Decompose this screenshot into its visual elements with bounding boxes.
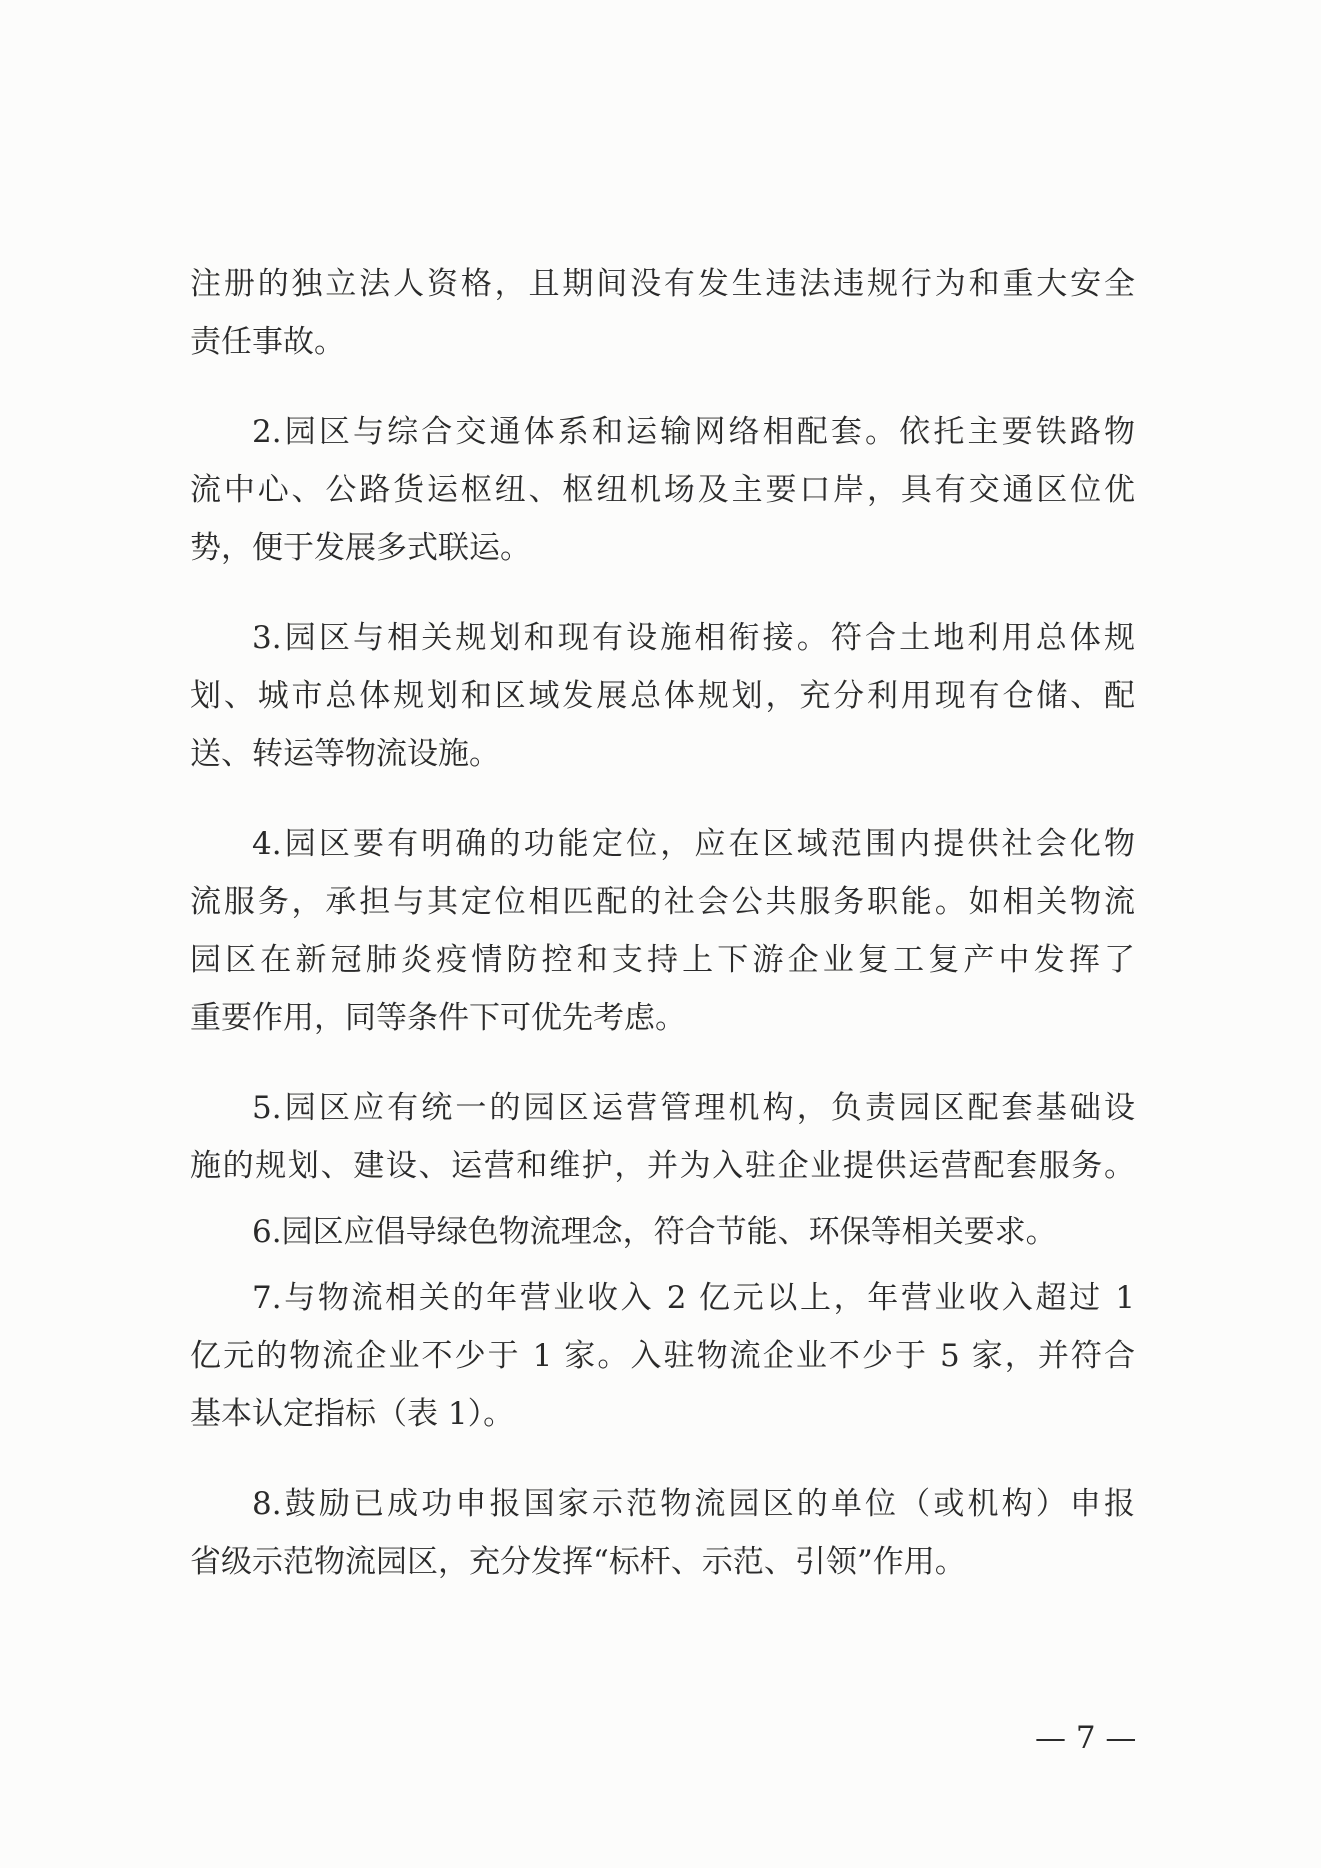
text-line: 7.与物流相关的年营业收入 2 亿元以上，年营业收入超过 1 (252, 1280, 1135, 1316)
text-line: 流服务，承担与其定位相匹配的社会公共服务职能。如相关物流 (190, 884, 1135, 920)
text-line: 4.园区要有明确的功能定位，应在区域范围内提供社会化物 (252, 826, 1135, 862)
paragraph (190, 815, 1135, 1047)
text-line: 势，便于发展多式联运。 (190, 530, 531, 566)
text-line: 重要作用，同等条件下可优先考虑。 (190, 1000, 686, 1036)
page-number: — 7 — (1035, 1720, 1137, 1756)
text-line: 责任事故。 (190, 324, 345, 360)
text-line: 基本认定指标（表 1）。 (190, 1396, 515, 1432)
text-line: 园区在新冠肺炎疫情防控和支持上下游企业复工复产中发挥了 (190, 942, 1135, 978)
text-line: 2.园区与综合交通体系和运输网络相配套。依托主要铁路物 (252, 414, 1135, 450)
text-line: 流中心、公路货运枢纽、枢纽机场及主要口岸，具有交通区位优 (190, 472, 1135, 508)
text-line: 省级示范物流园区，充分发挥“标杆、示范、引领”作用。 (190, 1544, 966, 1580)
paragraph (190, 255, 1135, 371)
paragraph (190, 1475, 1135, 1591)
text-line: 8.鼓励已成功申报国家示范物流园区的单位（或机构）申报 (252, 1486, 1135, 1522)
paragraph (190, 1269, 1135, 1443)
paragraph (190, 1203, 1135, 1261)
paragraph (190, 1079, 1135, 1195)
text-line: 送、转运等物流设施。 (190, 736, 500, 772)
text-line: 5.园区应有统一的园区运营管理机构，负责园区配套基础设 (252, 1090, 1135, 1126)
text-line: 划、城市总体规划和区域发展总体规划，充分利用现有仓储、配 (190, 678, 1135, 714)
paragraph (190, 609, 1135, 783)
text-line: 亿元的物流企业不少于 1 家。入驻物流企业不少于 5 家，并符合 (190, 1338, 1135, 1374)
text-line: 施的规划、建设、运营和维护，并为入驻企业提供运营配套服务。 (190, 1148, 1135, 1184)
text-line: 6.园区应倡导绿色物流理念，符合节能、环保等相关要求。 (252, 1214, 1057, 1250)
text-line: 3.园区与相关规划和现有设施相衔接。符合土地利用总体规 (252, 620, 1135, 656)
text-line: 注册的独立法人资格，且期间没有发生违法违规行为和重大安全 (190, 266, 1135, 302)
paragraph (190, 403, 1135, 577)
document-body (190, 255, 1135, 1591)
